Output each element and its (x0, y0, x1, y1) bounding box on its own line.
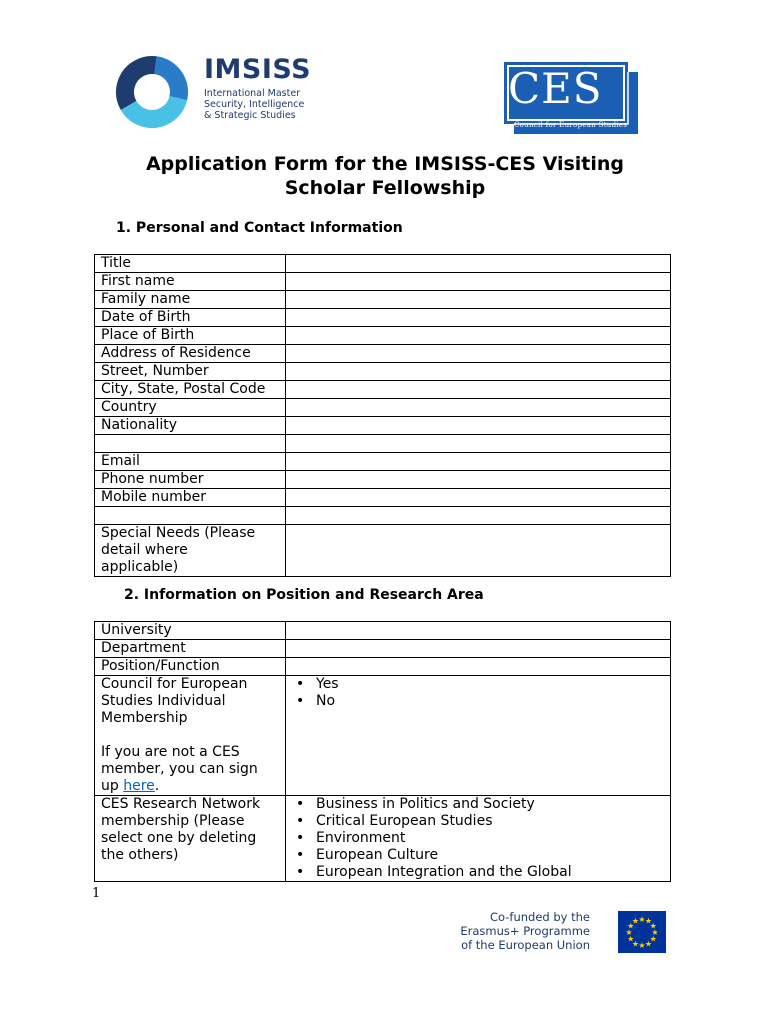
network-option[interactable]: • European Integration and the Global (292, 864, 670, 881)
ces-wordmark: CES (508, 64, 603, 113)
table-row (95, 399, 671, 417)
ces-logo (500, 58, 642, 136)
input-cell[interactable] (286, 381, 671, 399)
eu-star-icon: ★ (631, 939, 640, 949)
page-title (100, 152, 670, 200)
eu-star-icon: ★ (627, 934, 635, 944)
label-line: Council for European (101, 676, 248, 692)
table-row (95, 453, 671, 471)
section-1-heading: 1. Personal and Contact Information (116, 220, 403, 236)
table-row (95, 622, 671, 640)
table-row (95, 273, 671, 291)
table-row (95, 291, 671, 309)
label-line: detail where (101, 542, 188, 558)
position-field[interactable] (286, 658, 671, 676)
row-label: First name (95, 273, 286, 291)
input-cell[interactable] (286, 471, 671, 489)
network-label-cell (95, 796, 286, 882)
label-line: Membership (101, 710, 188, 726)
row-label: Date of Birth (95, 309, 286, 327)
personal-info-table (94, 254, 671, 577)
table-row (95, 309, 671, 327)
input-cell[interactable] (286, 489, 671, 507)
input-cell[interactable] (286, 417, 671, 435)
erasmus-line: of the European Union (461, 938, 590, 952)
input-cell[interactable] (286, 399, 671, 417)
eu-star-icon: ★ (644, 939, 653, 949)
eu-star-icon: ★ (638, 915, 646, 924)
erasmus-line: Co-funded by the (489, 910, 590, 924)
imsiss-subtitle-line: Security, Intelligence (204, 99, 305, 110)
row-label (95, 435, 286, 453)
label-line: select one by deleting (101, 830, 257, 846)
imsiss-wordmark: IMSISS (204, 54, 312, 85)
input-cell[interactable] (286, 309, 671, 327)
table-row (95, 676, 671, 796)
row-label: Department (95, 640, 286, 658)
eu-star-icon: ★ (644, 916, 653, 926)
table-row (95, 640, 671, 658)
table-row (95, 471, 671, 489)
table-row (95, 525, 671, 577)
imsiss-logo (112, 52, 312, 132)
eu-star-icon: ★ (649, 921, 657, 931)
table-row (95, 327, 671, 345)
network-option[interactable]: • Business in Politics and Society (292, 796, 670, 813)
erasmus-cofunded-logo (455, 908, 670, 958)
row-label: Mobile number (95, 489, 286, 507)
special-needs-label (95, 525, 286, 577)
network-option[interactable]: • Environment (292, 830, 670, 847)
special-needs-field[interactable] (286, 525, 671, 577)
imsiss-ring-icon (112, 52, 192, 132)
department-field[interactable] (286, 640, 671, 658)
network-options-cell (286, 796, 671, 882)
input-cell[interactable] (286, 327, 671, 345)
note-suffix: . (154, 778, 160, 794)
row-label: Phone number (95, 471, 286, 489)
erasmus-line: Erasmus+ Programme (460, 924, 590, 938)
option-yes[interactable]: • Yes (292, 676, 670, 693)
eu-flag-icon (618, 911, 666, 953)
row-label: City, State, Postal Code (95, 381, 286, 399)
network-option[interactable]: • European Culture (292, 847, 670, 864)
label-line: Studies Individual (101, 693, 226, 709)
title-line: Application Form for the IMSISS-CES Visiting (145, 153, 625, 175)
university-field[interactable] (286, 622, 671, 640)
row-label: Title (95, 255, 286, 273)
table-row (95, 345, 671, 363)
table-row (95, 363, 671, 381)
table-row (95, 381, 671, 399)
section-2-heading: 2. Information on Position and Research Area (124, 587, 484, 603)
eu-star-icon: ★ (631, 916, 640, 926)
input-cell[interactable] (286, 291, 671, 309)
input-cell[interactable] (286, 507, 671, 525)
row-label: Family name (95, 291, 286, 309)
row-label (95, 507, 286, 525)
input-cell[interactable] (286, 345, 671, 363)
erasmus-text (460, 910, 590, 952)
row-label: Address of Residence (95, 345, 286, 363)
note-line: up (101, 778, 124, 794)
table-row (95, 255, 671, 273)
input-cell[interactable] (286, 435, 671, 453)
membership-label-cell (95, 676, 286, 796)
row-label: Nationality (95, 417, 286, 435)
eu-star-icon: ★ (649, 934, 657, 944)
table-row (95, 658, 671, 676)
eu-star-icon: ★ (627, 921, 635, 931)
table-row (95, 796, 671, 882)
input-cell[interactable] (286, 453, 671, 471)
table-row (95, 489, 671, 507)
row-label: Street, Number (95, 363, 286, 381)
imsiss-subtitle-line: International Master (204, 88, 301, 99)
eu-star-icon: ★ (625, 928, 633, 937)
row-label: Email (95, 453, 286, 471)
table-row (95, 507, 671, 525)
page-number: 1 (92, 886, 101, 901)
network-option[interactable]: • Critical European Studies (292, 813, 670, 830)
row-label: University (95, 622, 286, 640)
input-cell[interactable] (286, 363, 671, 381)
label-line: CES Research Network (101, 796, 261, 812)
input-cell[interactable] (286, 273, 671, 291)
option-no[interactable]: • No (292, 693, 670, 710)
table-row (95, 435, 671, 453)
position-info-table (94, 621, 671, 882)
table-row (95, 417, 671, 435)
label-line: Special Needs (Please (101, 525, 256, 541)
row-label: Place of Birth (95, 327, 286, 345)
row-label: Country (95, 399, 286, 417)
label-line: the others) (101, 847, 179, 863)
eu-star-icon: ★ (638, 941, 646, 950)
label-line: applicable) (101, 559, 179, 575)
membership-options-cell (286, 676, 671, 796)
title-line: Scholar Fellowship (284, 177, 486, 199)
imsiss-subtitle-line: & Strategic Studies (204, 110, 296, 121)
row-label: Position/Function (95, 658, 286, 676)
signup-here-link[interactable]: here (123, 778, 155, 794)
note-line: member, you can sign (101, 761, 258, 777)
note-line: If you are not a CES (101, 744, 240, 760)
eu-star-icon: ★ (651, 928, 659, 937)
ces-tagline: Council for European Studies (514, 121, 628, 129)
label-line: membership (Please (101, 813, 245, 829)
input-cell[interactable] (286, 255, 671, 273)
